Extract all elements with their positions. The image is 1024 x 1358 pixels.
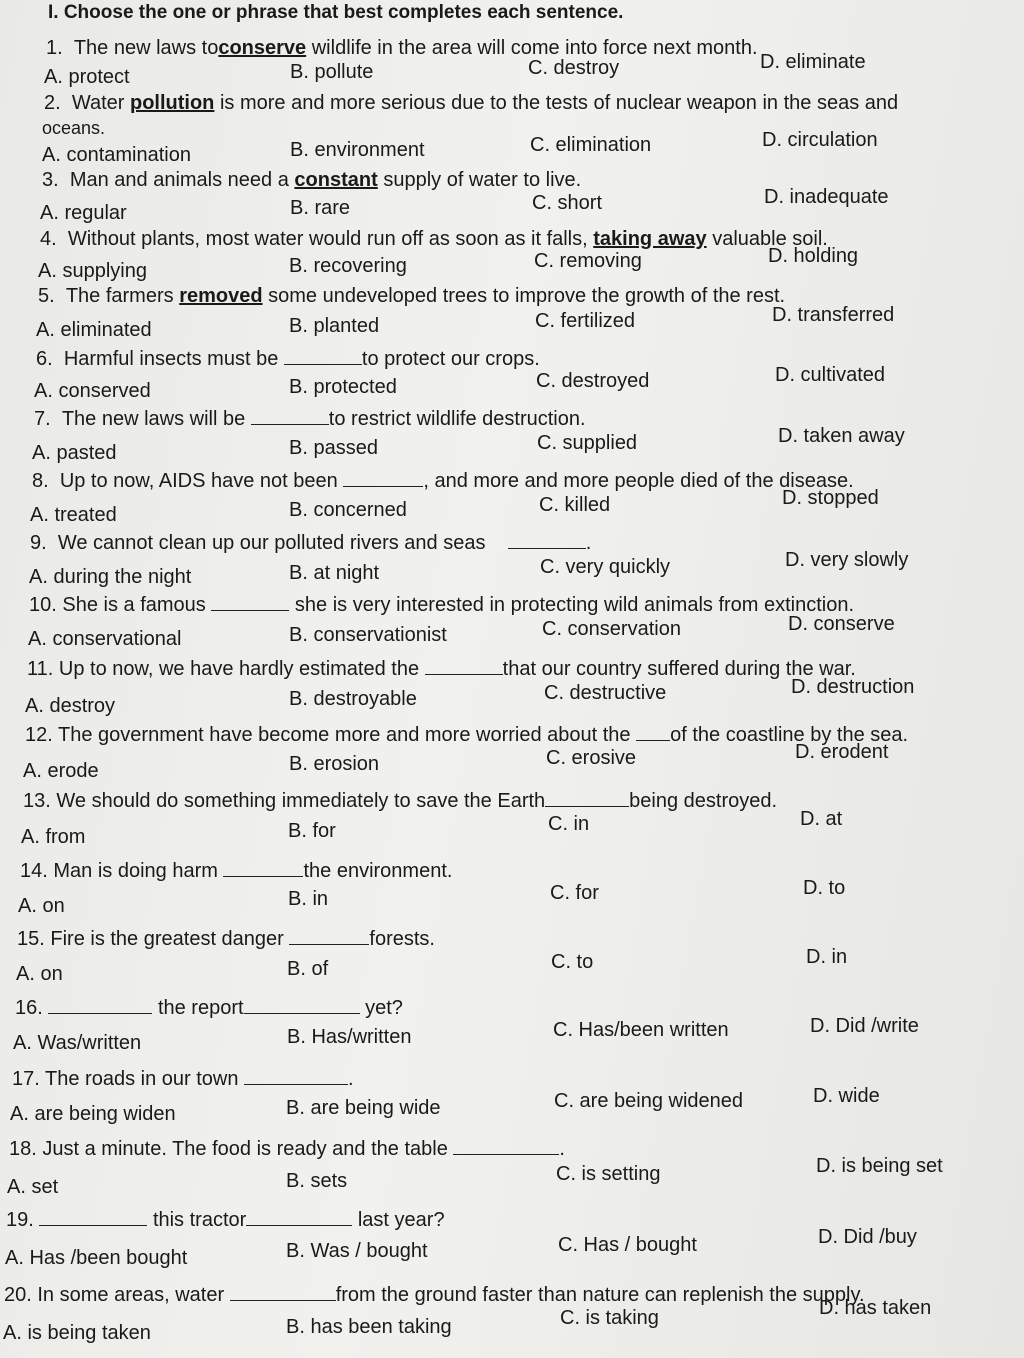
question-7: 7. The new laws will be to restrict wildlife destruction. bbox=[34, 408, 586, 430]
option-b: B. rare bbox=[290, 197, 351, 219]
question-15: 15. Fire is the greatest danger forests. bbox=[17, 928, 435, 950]
option-b: B. are being wide bbox=[286, 1097, 441, 1119]
option-a: A. supplying bbox=[38, 260, 147, 282]
option-b: B. in bbox=[288, 888, 329, 910]
option-a: A. set bbox=[7, 1176, 59, 1198]
option-c: C. fertilized bbox=[535, 310, 636, 332]
option-b: B. conservationist bbox=[289, 624, 447, 646]
question-12: 12. The government have become more and more worried about the of the coastline by the sea. bbox=[25, 724, 909, 746]
question-13: 13. We should do something immediately to save the Earth being destroyed. bbox=[23, 790, 778, 812]
option-b: B. sets bbox=[286, 1170, 348, 1192]
option-a: A. are being widen bbox=[10, 1103, 176, 1125]
option-d: D. holding bbox=[768, 245, 859, 267]
option-d: D. taken away bbox=[778, 425, 905, 447]
option-b: B. concerned bbox=[289, 499, 407, 521]
option-d: D. Did /buy bbox=[818, 1226, 917, 1248]
option-d: D. erodent bbox=[795, 741, 889, 763]
option-b: B. erosion bbox=[289, 753, 380, 775]
option-c: C. killed bbox=[539, 494, 611, 516]
question-5: 5. The farmers removed some undeveloped trees to improve the growth of the rest. bbox=[38, 285, 786, 307]
option-b: B. Was / bought bbox=[286, 1240, 428, 1262]
question-19: 19. this tractor last year? bbox=[6, 1209, 445, 1231]
option-b: B. recovering bbox=[289, 255, 407, 277]
option-c: C. supplied bbox=[537, 432, 638, 454]
option-a: A. treated bbox=[30, 504, 117, 526]
option-a: A. Was/written bbox=[13, 1032, 142, 1054]
option-c: C. to bbox=[551, 951, 594, 973]
question-18: 18. Just a minute. The food is ready and the table . bbox=[9, 1138, 565, 1160]
option-a: A. destroy bbox=[25, 695, 116, 717]
question-20: 20. In some areas, water from the ground faster than nature can replenish the supply. bbox=[4, 1284, 865, 1306]
option-d: D. cultivated bbox=[775, 364, 886, 386]
option-d: D. inadequate bbox=[764, 186, 889, 208]
option-c: C. short bbox=[532, 192, 603, 214]
option-d: D. conserve bbox=[788, 613, 895, 635]
option-c: C. for bbox=[550, 882, 599, 904]
option-c: C. very quickly bbox=[540, 556, 671, 578]
option-d: D. transferred bbox=[772, 304, 895, 326]
option-d: D. at bbox=[800, 808, 843, 830]
question-11: 11. Up to now, we have hardly estimated the that our country suffered during the war. bbox=[27, 658, 856, 680]
option-a: A. on bbox=[18, 895, 65, 917]
option-c: C. destructive bbox=[544, 682, 667, 704]
option-b: B. protected bbox=[289, 376, 397, 398]
option-d: D. destruction bbox=[791, 676, 915, 698]
option-d: D. Did /write bbox=[810, 1015, 919, 1037]
option-d: D. stopped bbox=[782, 487, 879, 509]
option-a: A. conserved bbox=[34, 380, 151, 402]
question-8: 8. Up to now, AIDS have not been , and more and more people died of the disease. bbox=[32, 470, 854, 492]
underlined-word: removed bbox=[179, 285, 263, 307]
option-d: D. wide bbox=[813, 1085, 880, 1107]
option-c: C. conservation bbox=[542, 618, 681, 640]
option-a: A. contamination bbox=[42, 144, 191, 166]
option-c: C. in bbox=[548, 813, 590, 835]
question-6: 6. Harmful insects must be to protect our crops. bbox=[36, 348, 540, 370]
option-a: A. eliminated bbox=[36, 319, 152, 341]
option-b: B. destroyable bbox=[289, 688, 417, 710]
option-a: A. regular bbox=[40, 202, 127, 224]
underlined-word: pollution bbox=[129, 92, 215, 114]
underlined-word: conserve bbox=[218, 37, 307, 59]
option-a: A. on bbox=[16, 963, 63, 985]
option-d: D. circulation bbox=[762, 129, 878, 151]
underlined-word: constant bbox=[294, 169, 378, 191]
option-c: C. Has / bought bbox=[558, 1234, 697, 1256]
option-c: C. destroy bbox=[528, 57, 620, 79]
underlined-word: taking away bbox=[593, 228, 707, 250]
question-4: 4. Without plants, most water would run off as soon as it falls, taking away valuable soil. bbox=[40, 228, 828, 250]
option-b: B. of bbox=[287, 958, 329, 980]
option-c: C. is setting bbox=[556, 1163, 661, 1185]
option-c: C. removing bbox=[534, 250, 642, 272]
option-a: A. Has /been bought bbox=[5, 1247, 188, 1269]
question-17: 17. The roads in our town . bbox=[12, 1068, 354, 1090]
option-a: A. from bbox=[21, 826, 86, 848]
option-a: A. protect bbox=[44, 66, 130, 88]
question-2: 2. Water pollution is more and more serious due to the tests of nuclear weapon in the seas and bbox=[44, 92, 899, 114]
option-b: B. pollute bbox=[290, 61, 374, 83]
question-9: 9. We cannot clean up our polluted rivers and seas . bbox=[30, 532, 592, 554]
section-heading: I. Choose the one or phrase that best completes each sentence. bbox=[48, 2, 624, 23]
option-d: D. eliminate bbox=[760, 51, 866, 73]
question-1: 1. The new laws toconserve wildlife in the area will come into force next month. bbox=[46, 37, 758, 59]
option-a: A. is being taken bbox=[3, 1322, 151, 1344]
option-b: B. Has/written bbox=[287, 1026, 412, 1048]
question-2-continued: oceans. bbox=[42, 118, 106, 138]
option-b: B. at night bbox=[289, 562, 380, 584]
option-c: C. Has/been written bbox=[553, 1019, 729, 1041]
option-a: A. erode bbox=[23, 760, 99, 782]
option-c: C. erosive bbox=[546, 747, 637, 769]
option-d: D. in bbox=[806, 946, 848, 968]
option-b: B. passed bbox=[289, 437, 378, 459]
option-a: A. conservational bbox=[28, 628, 182, 650]
option-c: C. destroyed bbox=[536, 370, 650, 392]
option-d: D. very slowly bbox=[785, 549, 909, 571]
option-d: D. has taken bbox=[819, 1297, 932, 1319]
option-a: A. pasted bbox=[32, 442, 117, 464]
option-b: B. environment bbox=[290, 139, 425, 161]
question-14: 14. Man is doing harm the environment. bbox=[20, 860, 453, 882]
option-c: C. elimination bbox=[530, 134, 652, 156]
question-16: 16. the report yet? bbox=[15, 997, 403, 1019]
option-c: C. is taking bbox=[560, 1307, 659, 1329]
option-b: B. has been taking bbox=[286, 1316, 452, 1338]
option-b: B. for bbox=[288, 820, 336, 842]
option-a: A. during the night bbox=[29, 566, 192, 588]
question-3: 3. Man and animals need a constant supply of water to live. bbox=[42, 169, 582, 191]
option-d: D. is being set bbox=[816, 1155, 943, 1177]
option-c: C. are being widened bbox=[554, 1090, 744, 1112]
option-d: D. to bbox=[803, 877, 846, 899]
option-b: B. planted bbox=[289, 315, 380, 337]
question-10: 10. She is a famous she is very interested in protecting wild animals from extinction. bbox=[29, 594, 855, 616]
